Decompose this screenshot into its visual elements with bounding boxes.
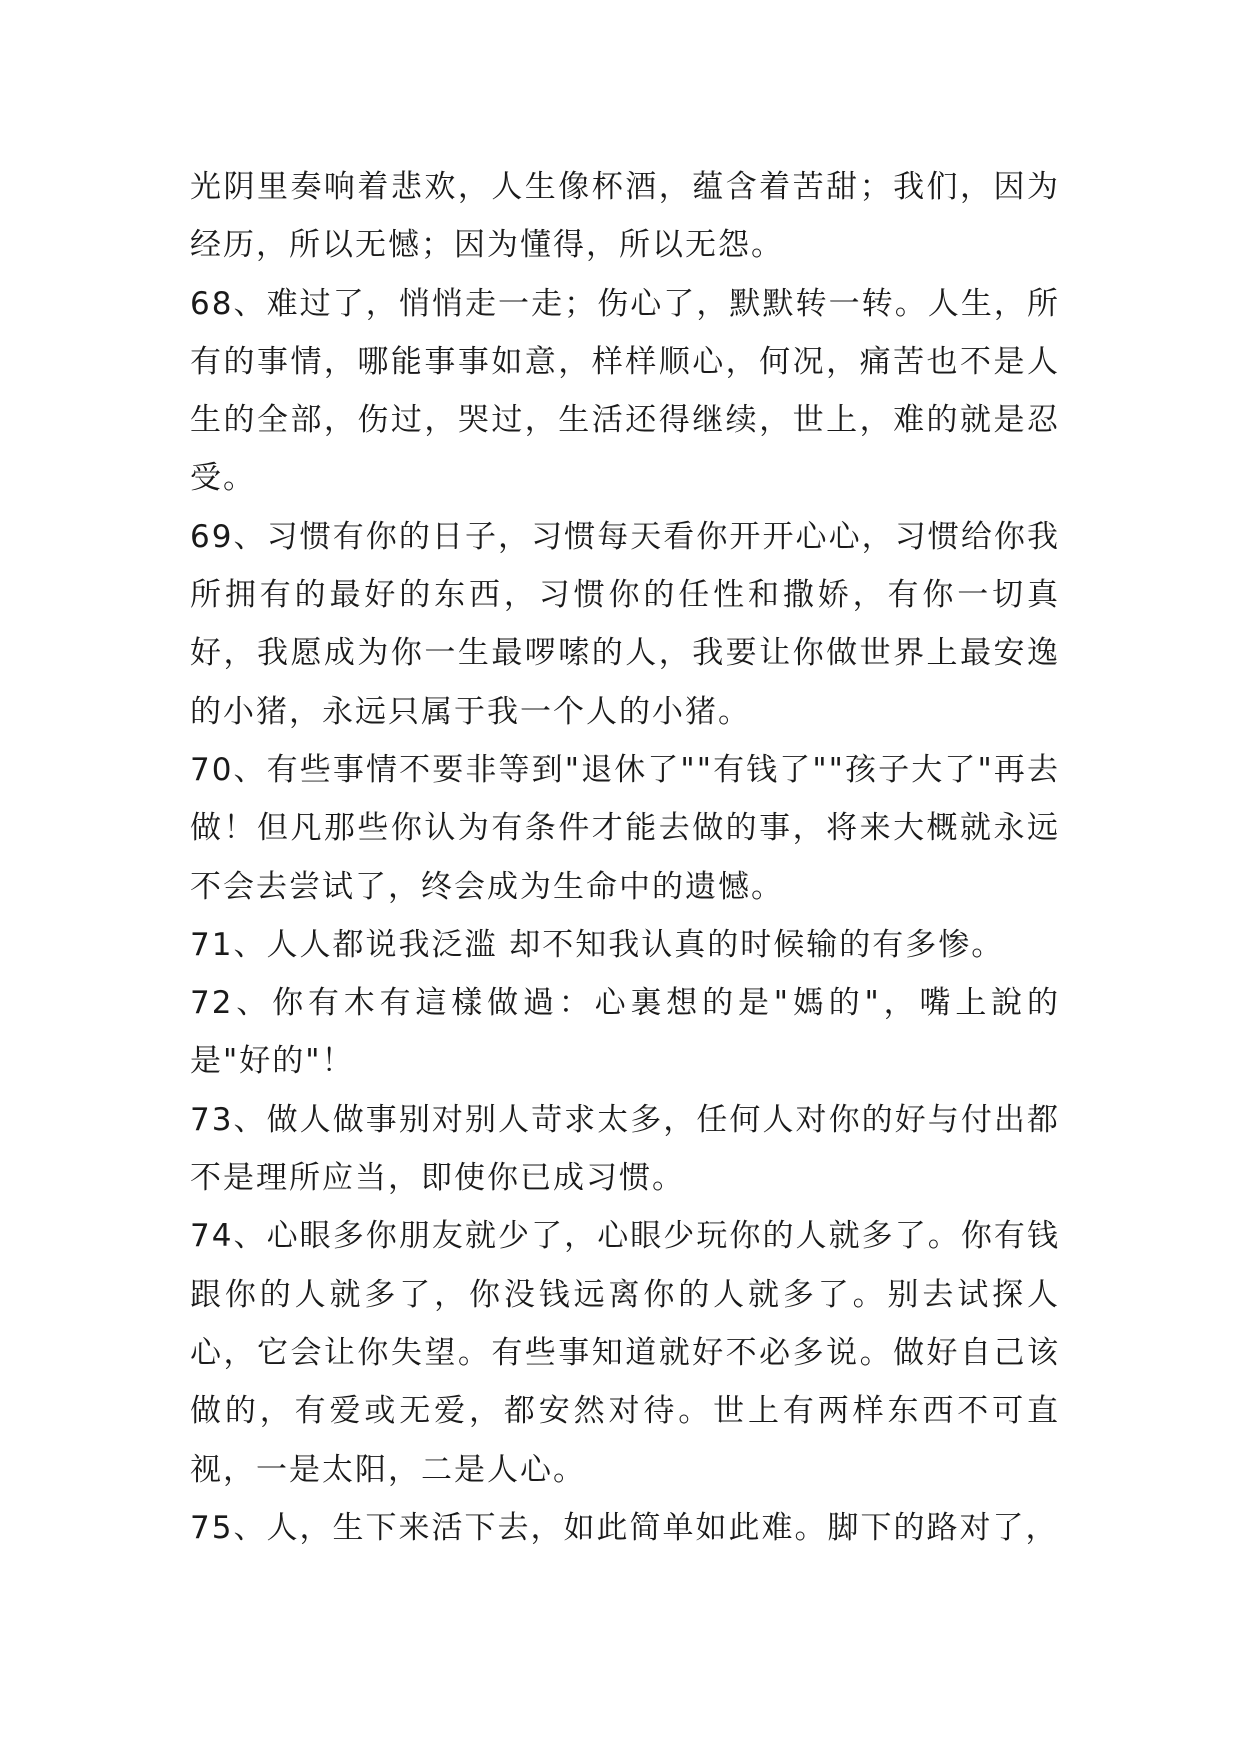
- paragraph-68: 68、难过了，悄悄走一走；伤心了，默默转一转。人生，所有的事情，哪能事事如意，样样顺心，何况，痛苦也不是人生的全部，伤过，哭过，生活还得继续，世上，难的就是忍受。: [190, 285, 1060, 497]
- paragraph-75: 75、人，生下来活下去，如此简单如此难。脚下的路对了，: [190, 1509, 1059, 1546]
- paragraph-69: 69、习惯有你的日子，习惯每天看你开开心心，习惯给你我所拥有的最好的东西，习惯你的任性和撒娇，有你一切真好，我愿成为你一生最啰嗦的人，我要让你做世界上最安逸的小猪，永远只属于我一个人的小猪。: [190, 518, 1060, 730]
- document-body: [190, 158, 1060, 1557]
- paragraph-70: 70、有些事情不要非等到"退休了""有钱了""孩子大了"再去做！但凡那些你认为有条件才能去做的事，将来大概就永远不会去尝试了，终会成为生命中的遗憾。: [190, 751, 1060, 905]
- paragraph-71: 71、人人都说我泛滥 却不知我认真的时候输的有多惨。: [190, 926, 1005, 963]
- paragraph-73: 73、做人做事别对别人苛求太多，任何人对你的好与付出都不是理所应当，即使你已成习惯。: [190, 1101, 1060, 1197]
- paragraph-72: 72、你有木有這樣做過：心裏想的是"媽的"，嘴上說的是"好的"！: [190, 985, 1060, 1080]
- paragraph-continuation: 光阴里奏响着悲欢，人生像杯酒，蕴含着苦甜；我们，因为经历，所以无憾；因为懂得，所以无怨。: [190, 169, 1060, 264]
- paragraph-74: 74、心眼多你朋友就少了，心眼少玩你的人就多了。你有钱跟你的人就多了，你没钱远离你的人就多了。别去试探人心，它会让你失望。有些事知道就好不必多说。做好自己该做的，有爱或无爱，都安然对待。世上有两样东西不可直视，一是太阳，二是人心。: [190, 1218, 1060, 1488]
